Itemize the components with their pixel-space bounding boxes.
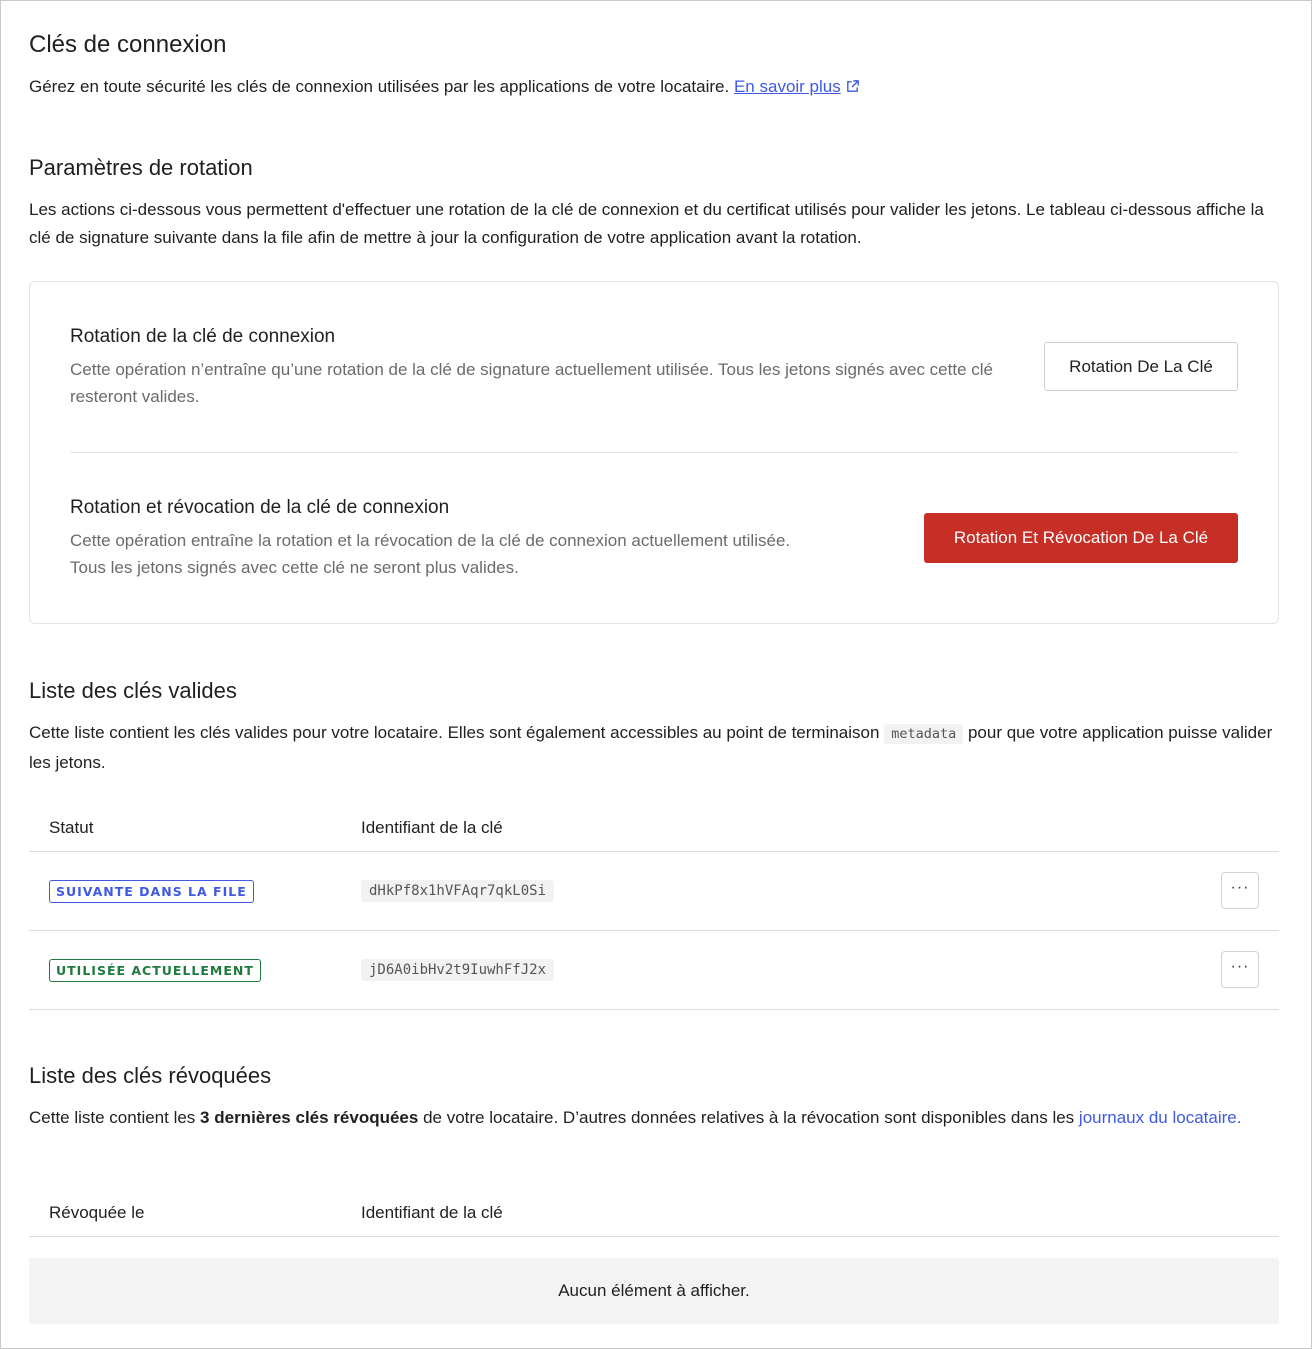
table-row	[29, 931, 1279, 1010]
intro-text: Gérez en toute sécurité les clés de connexion utilisées par les applications de votre locataire.	[29, 77, 730, 96]
external-link-icon	[845, 79, 860, 94]
learn-more-label: En savoir plus	[733, 77, 841, 96]
rotation-section-description: Les actions ci-dessous vous permettent d'effectuer une rotation de la clé de connexion et du certificat utilisés pour valider les jetons. Le tableau ci-dessous affiche la clé de signature suivante dans la file afin de mettre à jour la configuration de votre application avant la rotation.	[29, 200, 1264, 247]
revoked-desc-before: Cette liste contient les	[29, 1108, 196, 1127]
column-header-key-id: Identifiant de la clé	[361, 1203, 503, 1222]
page-title: Clés de connexion	[29, 31, 227, 58]
rotate-revoke-key-button[interactable]: Rotation Et Révocation De La Clé	[924, 513, 1238, 563]
valid-keys-desc-after: pour que votre application puisse valider les jetons.	[29, 723, 1273, 772]
row-actions-button[interactable]	[1221, 872, 1259, 909]
revoked-keys-table-header	[29, 1187, 1279, 1237]
status-badge-current: UTILISÉE ACTUELLEMENT	[49, 959, 261, 982]
more-horizontal-icon: ···	[1230, 878, 1250, 896]
table-row	[29, 852, 1279, 931]
valid-keys-table-header	[29, 802, 1279, 852]
revoked-desc-bold: 3 dernières clés révoquées	[200, 1108, 419, 1127]
valid-keys-table	[29, 802, 1279, 1010]
page-intro	[29, 76, 860, 98]
tenant-logs-link[interactable]: journaux du locataire.	[1078, 1108, 1242, 1127]
valid-keys-desc-before: Cette liste contient les clés valides pour votre locataire. Elles sont également accessibles au point de terminaison	[29, 723, 880, 742]
rotate-key-description: Cette opération n’entraîne qu’une rotation de la clé de signature actuellement utilisée. Tous les jetons signés avec cette clé resteront valides.	[70, 360, 993, 406]
rotate-key-title: Rotation de la clé de connexion	[70, 326, 336, 347]
key-id-value: jD6A0ibHv2t9IuwhFfJ2x	[361, 959, 554, 981]
rotate-key-button[interactable]: Rotation De La Clé	[1044, 342, 1238, 391]
column-header-revoked-on: Révoquée le	[49, 1203, 145, 1222]
rotate-revoke-key-row	[70, 497, 1238, 597]
revoked-keys-description	[29, 1104, 1279, 1132]
empty-state: Aucun élément à afficher.	[29, 1258, 1279, 1324]
learn-more-link[interactable]	[734, 77, 860, 96]
rotation-card	[29, 281, 1279, 624]
metadata-endpoint-code: metadata	[884, 724, 963, 744]
key-id-value: dHkPf8x1hVFAqr7qkL0Si	[361, 880, 554, 902]
rotate-revoke-key-title: Rotation et révocation de la clé de connexion	[70, 497, 450, 518]
card-divider	[70, 452, 1238, 453]
row-actions-button[interactable]	[1221, 951, 1259, 988]
revoked-keys-title: Liste des clés révoquées	[29, 1063, 272, 1088]
status-badge-next: SUIVANTE DANS LA FILE	[49, 880, 254, 903]
more-horizontal-icon: ···	[1230, 957, 1250, 975]
rotate-key-row	[70, 326, 1238, 426]
column-header-status: Statut	[49, 818, 94, 837]
valid-keys-description	[29, 719, 1279, 776]
rotation-section-title: Paramètres de rotation	[29, 155, 253, 180]
rotate-revoke-key-description: Cette opération entraîne la rotation et la révocation de la clé de connexion actuellement utilisée. Tous les jetons signés avec cette clé ne seront plus valides.	[70, 531, 791, 577]
revoked-keys-table	[29, 1187, 1279, 1237]
valid-keys-title: Liste des clés valides	[29, 678, 237, 703]
revoked-desc-middle: de votre locataire. D’autres données relatives à la révocation sont disponibles dans les	[423, 1108, 1075, 1127]
column-header-key-id: Identifiant de la clé	[361, 818, 503, 837]
